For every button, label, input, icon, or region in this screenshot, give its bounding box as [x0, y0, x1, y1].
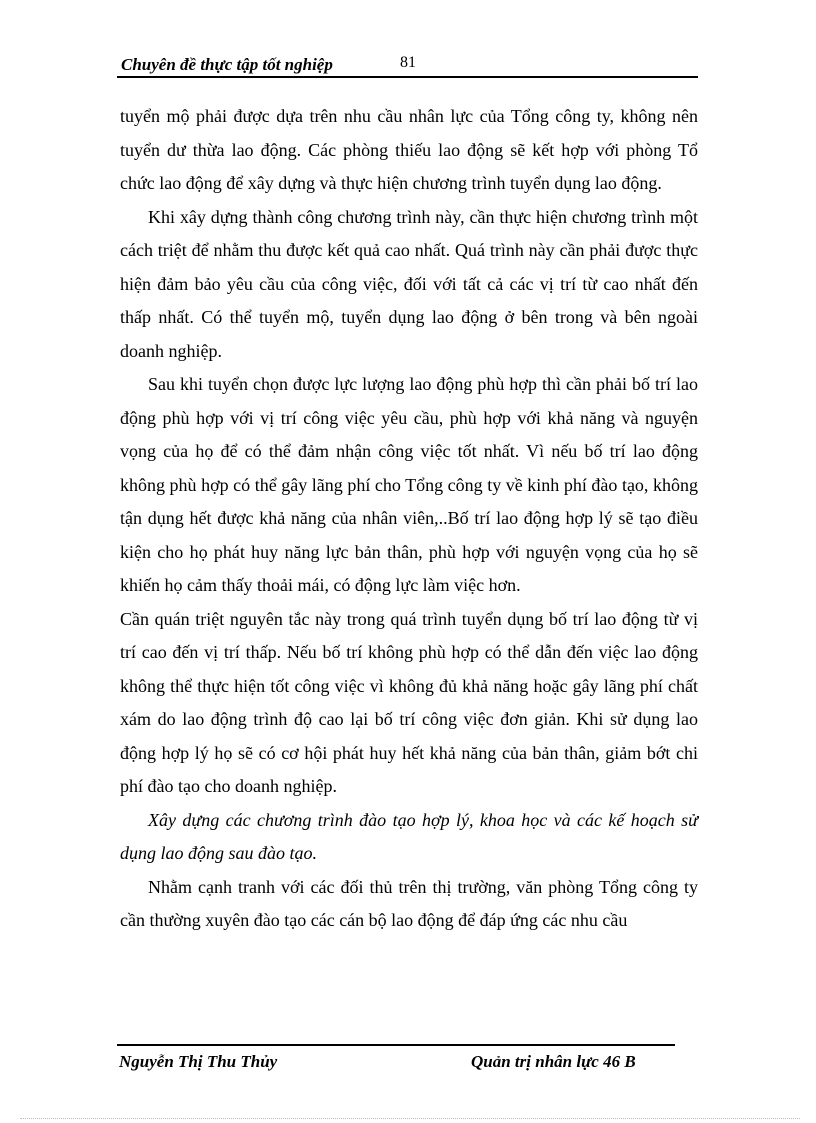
paragraph-continuation: tuyển mộ phải được dựa trên nhu cầu nhân lực của Tổng công ty, không nên tuyển dư thừa lao động. Các phòng thiếu lao động sẽ kết hợp với phòng Tổ chức lao động để xây dựng và thực hiện chương trình tuyển dụng lao động. [120, 106, 698, 193]
paragraph: Khi xây dựng thành công chương trình này, cần thực hiện chương trình một cách triệt để nhằm thu được kết quả cao nhất. Quá trình này cần phải được thực hiện đảm bảo yêu cầu của công việc, đối với tất cả các vị trí từ cao nhất đến thấp nhất. Có thể tuyển mộ, tuyển dụng lao động ở bên trong và bên ngoài doanh nghiệp. [120, 206, 698, 361]
page-number: 81 [400, 54, 416, 71]
page-header [117, 52, 698, 78]
header-title: Chuyên đề thực tập tốt nghiệp [121, 55, 333, 74]
page-edge-divider [20, 1118, 800, 1119]
paragraph: Nhằm cạnh tranh với các đối thủ trên thị trường, văn phòng Tổng công ty cần thường xuyên đào tạo các cán bộ lao động để đáp ứng các nhu cầu [120, 876, 698, 930]
document-body [120, 100, 698, 938]
paragraph: Cần quán triệt nguyên tắc này trong quá trình tuyển dụng bố trí lao động từ vị trí cao đến vị trí thấp. Nếu bố trí không phù hợp có thể dẫn đến việc lao động không thể thực hiện tốt công việc vì không đủ khả năng hoặc gây lãng phí chất xám do lao động trình độ cao lại bố trí công việc đơn giản. Khi sử dụng lao động hợp lý họ sẽ có cơ hội phát huy hết khả năng của bản thân, giảm bớt chi phí đào tạo cho doanh nghiệp. [120, 608, 698, 796]
page-footer [117, 1044, 675, 1076]
footer-author: Nguyễn Thị Thu Thủy [119, 1052, 278, 1071]
footer-class: Quản trị nhân lực 46 B [471, 1052, 636, 1071]
paragraph: Sau khi tuyển chọn được lực lượng lao động phù hợp thì cần phải bố trí lao động phù hợp với vị trí công việc yêu cầu, phù hợp với khả năng và nguyện vọng của họ để có thể đảm nhận công việc tốt nhất. Vì nếu bố trí lao động không phù hợp có thể gây lãng phí cho Tổng công ty về kinh phí đào tạo, không tận dụng hết được khả năng của nhân viên,..Bố trí lao động hợp lý sẽ tạo điều kiện cho họ phát huy năng lực bản thân, phù hợp với nguyện vọng của họ sẽ khiến họ cảm thấy thoải mái, có động lực làm việc hơn. [120, 374, 698, 595]
italic-subheading: Xây dựng các chương trình đào tạo hợp lý, khoa học và các kế hoạch sử dụng lao động sau đào tạo. [120, 809, 698, 863]
